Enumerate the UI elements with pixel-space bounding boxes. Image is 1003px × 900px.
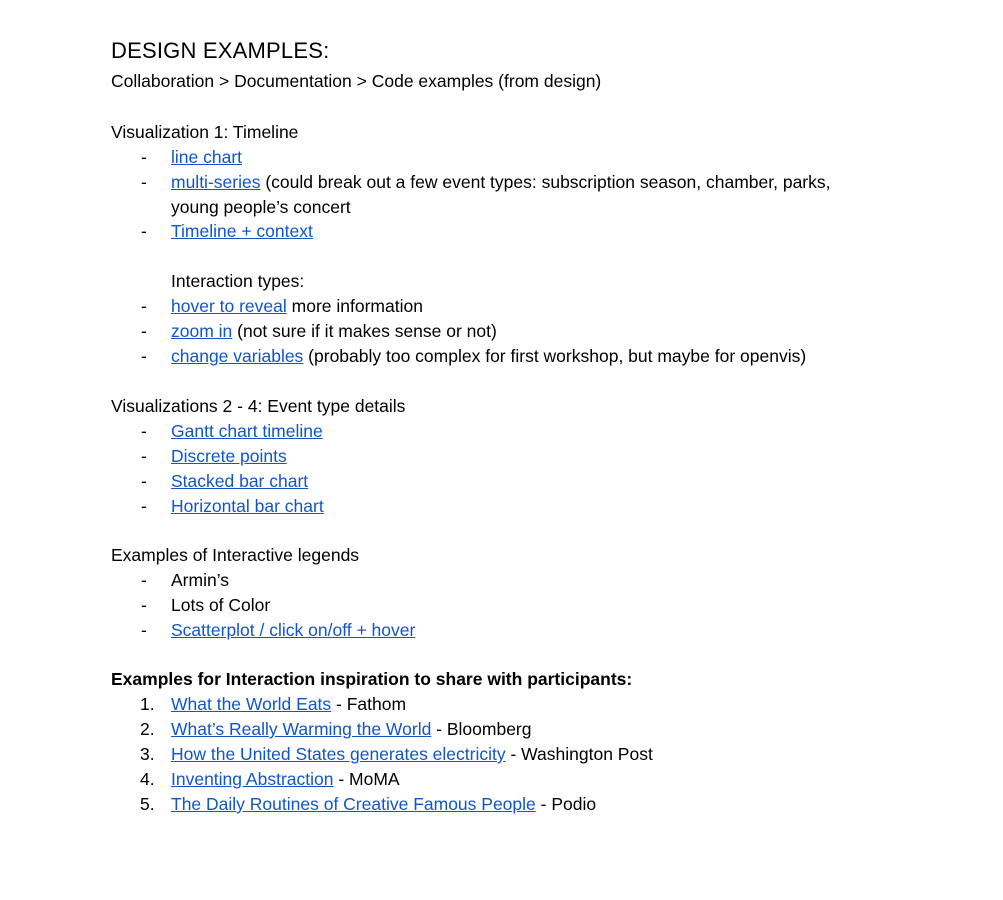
bullet-dash: - xyxy=(141,595,147,615)
list-item xyxy=(171,420,323,442)
link-discrete-points[interactable]: Discrete points xyxy=(171,446,287,466)
link-daily-routines[interactable]: The Daily Routines of Creative Famous People xyxy=(171,794,536,814)
link-gantt-chart-timeline[interactable]: Gantt chart timeline xyxy=(171,421,323,441)
list-item xyxy=(171,619,415,641)
page-title: DESIGN EXAMPLES: xyxy=(111,38,330,63)
list-item xyxy=(171,768,400,790)
bullet-dash: - xyxy=(141,221,147,241)
list-item xyxy=(171,445,287,467)
list-item xyxy=(171,718,532,740)
link-timeline-context[interactable]: Timeline + context xyxy=(171,221,313,241)
item-text: (probably too complex for first workshop, but maybe for openvis) xyxy=(303,346,807,366)
inspiration-heading: Examples for Interaction inspiration to share with participants: xyxy=(111,669,633,689)
list-number: 1. xyxy=(140,694,155,714)
link-horizontal-bar-chart[interactable]: Horizontal bar chart xyxy=(171,496,324,516)
bullet-dash: - xyxy=(141,421,147,441)
item-source: - MoMA xyxy=(333,769,400,789)
list-item: Armin’s xyxy=(171,570,230,590)
item-text: (not sure if it makes sense or not) xyxy=(232,321,497,341)
interaction-types-heading: Interaction types: xyxy=(171,271,305,291)
list-item xyxy=(171,320,497,342)
list-item xyxy=(171,693,406,715)
list-number: 3. xyxy=(140,744,155,764)
link-scatterplot-legend[interactable]: Scatterplot / click on/off + hover xyxy=(171,620,416,640)
legends-heading: Examples of Interactive legends xyxy=(111,545,360,565)
item-text: (could break out a few event types: subscription season, chamber, parks, xyxy=(260,172,831,192)
link-inventing-abstraction[interactable]: Inventing Abstraction xyxy=(171,769,334,789)
list-item xyxy=(171,146,242,168)
bullet-dash: - xyxy=(141,570,147,590)
list-item: Lots of Color xyxy=(171,595,271,615)
bullet-dash: - xyxy=(141,471,147,491)
bullet-dash: - xyxy=(141,496,147,516)
list-item xyxy=(171,743,653,765)
link-warming-the-world[interactable]: What’s Really Warming the World xyxy=(171,719,432,739)
list-item xyxy=(171,793,596,815)
bullet-dash: - xyxy=(141,321,147,341)
item-source: - Bloomberg xyxy=(431,719,532,739)
link-stacked-bar-chart[interactable]: Stacked bar chart xyxy=(171,471,309,491)
item-source: - Fathom xyxy=(331,694,407,714)
link-multi-series[interactable]: multi-series xyxy=(171,172,261,192)
link-hover-to-reveal[interactable]: hover to reveal xyxy=(171,296,287,316)
list-item xyxy=(171,171,831,193)
link-line-chart[interactable]: line chart xyxy=(171,147,243,167)
link-what-the-world-eats[interactable]: What the World Eats xyxy=(171,694,332,714)
list-item xyxy=(171,295,423,317)
item-text-continued: young people’s concert xyxy=(171,197,351,217)
bullet-dash: - xyxy=(141,172,147,192)
list-item xyxy=(171,470,308,492)
item-text: more information xyxy=(286,296,423,316)
viz2-heading: Visualizations 2 - 4: Event type details xyxy=(111,396,406,416)
viz1-heading: Visualization 1: Timeline xyxy=(111,122,299,142)
link-zoom-in[interactable]: zoom in xyxy=(171,321,233,341)
bullet-dash: - xyxy=(141,296,147,316)
link-us-electricity[interactable]: How the United States generates electricity xyxy=(171,744,506,764)
bullet-dash: - xyxy=(141,147,147,167)
item-source: - Washington Post xyxy=(505,744,653,764)
list-item xyxy=(171,345,806,367)
link-change-variables[interactable]: change variables xyxy=(171,346,304,366)
bullet-dash: - xyxy=(141,446,147,466)
bullet-dash: - xyxy=(141,620,147,640)
list-number: 2. xyxy=(140,719,155,739)
list-item xyxy=(171,220,313,242)
bullet-dash: - xyxy=(141,346,147,366)
breadcrumb: Collaboration > Documentation > Code examples (from design) xyxy=(111,71,602,91)
list-number: 5. xyxy=(140,794,155,814)
item-source: - Podio xyxy=(535,794,597,814)
list-number: 4. xyxy=(140,769,155,789)
list-item xyxy=(171,495,324,517)
